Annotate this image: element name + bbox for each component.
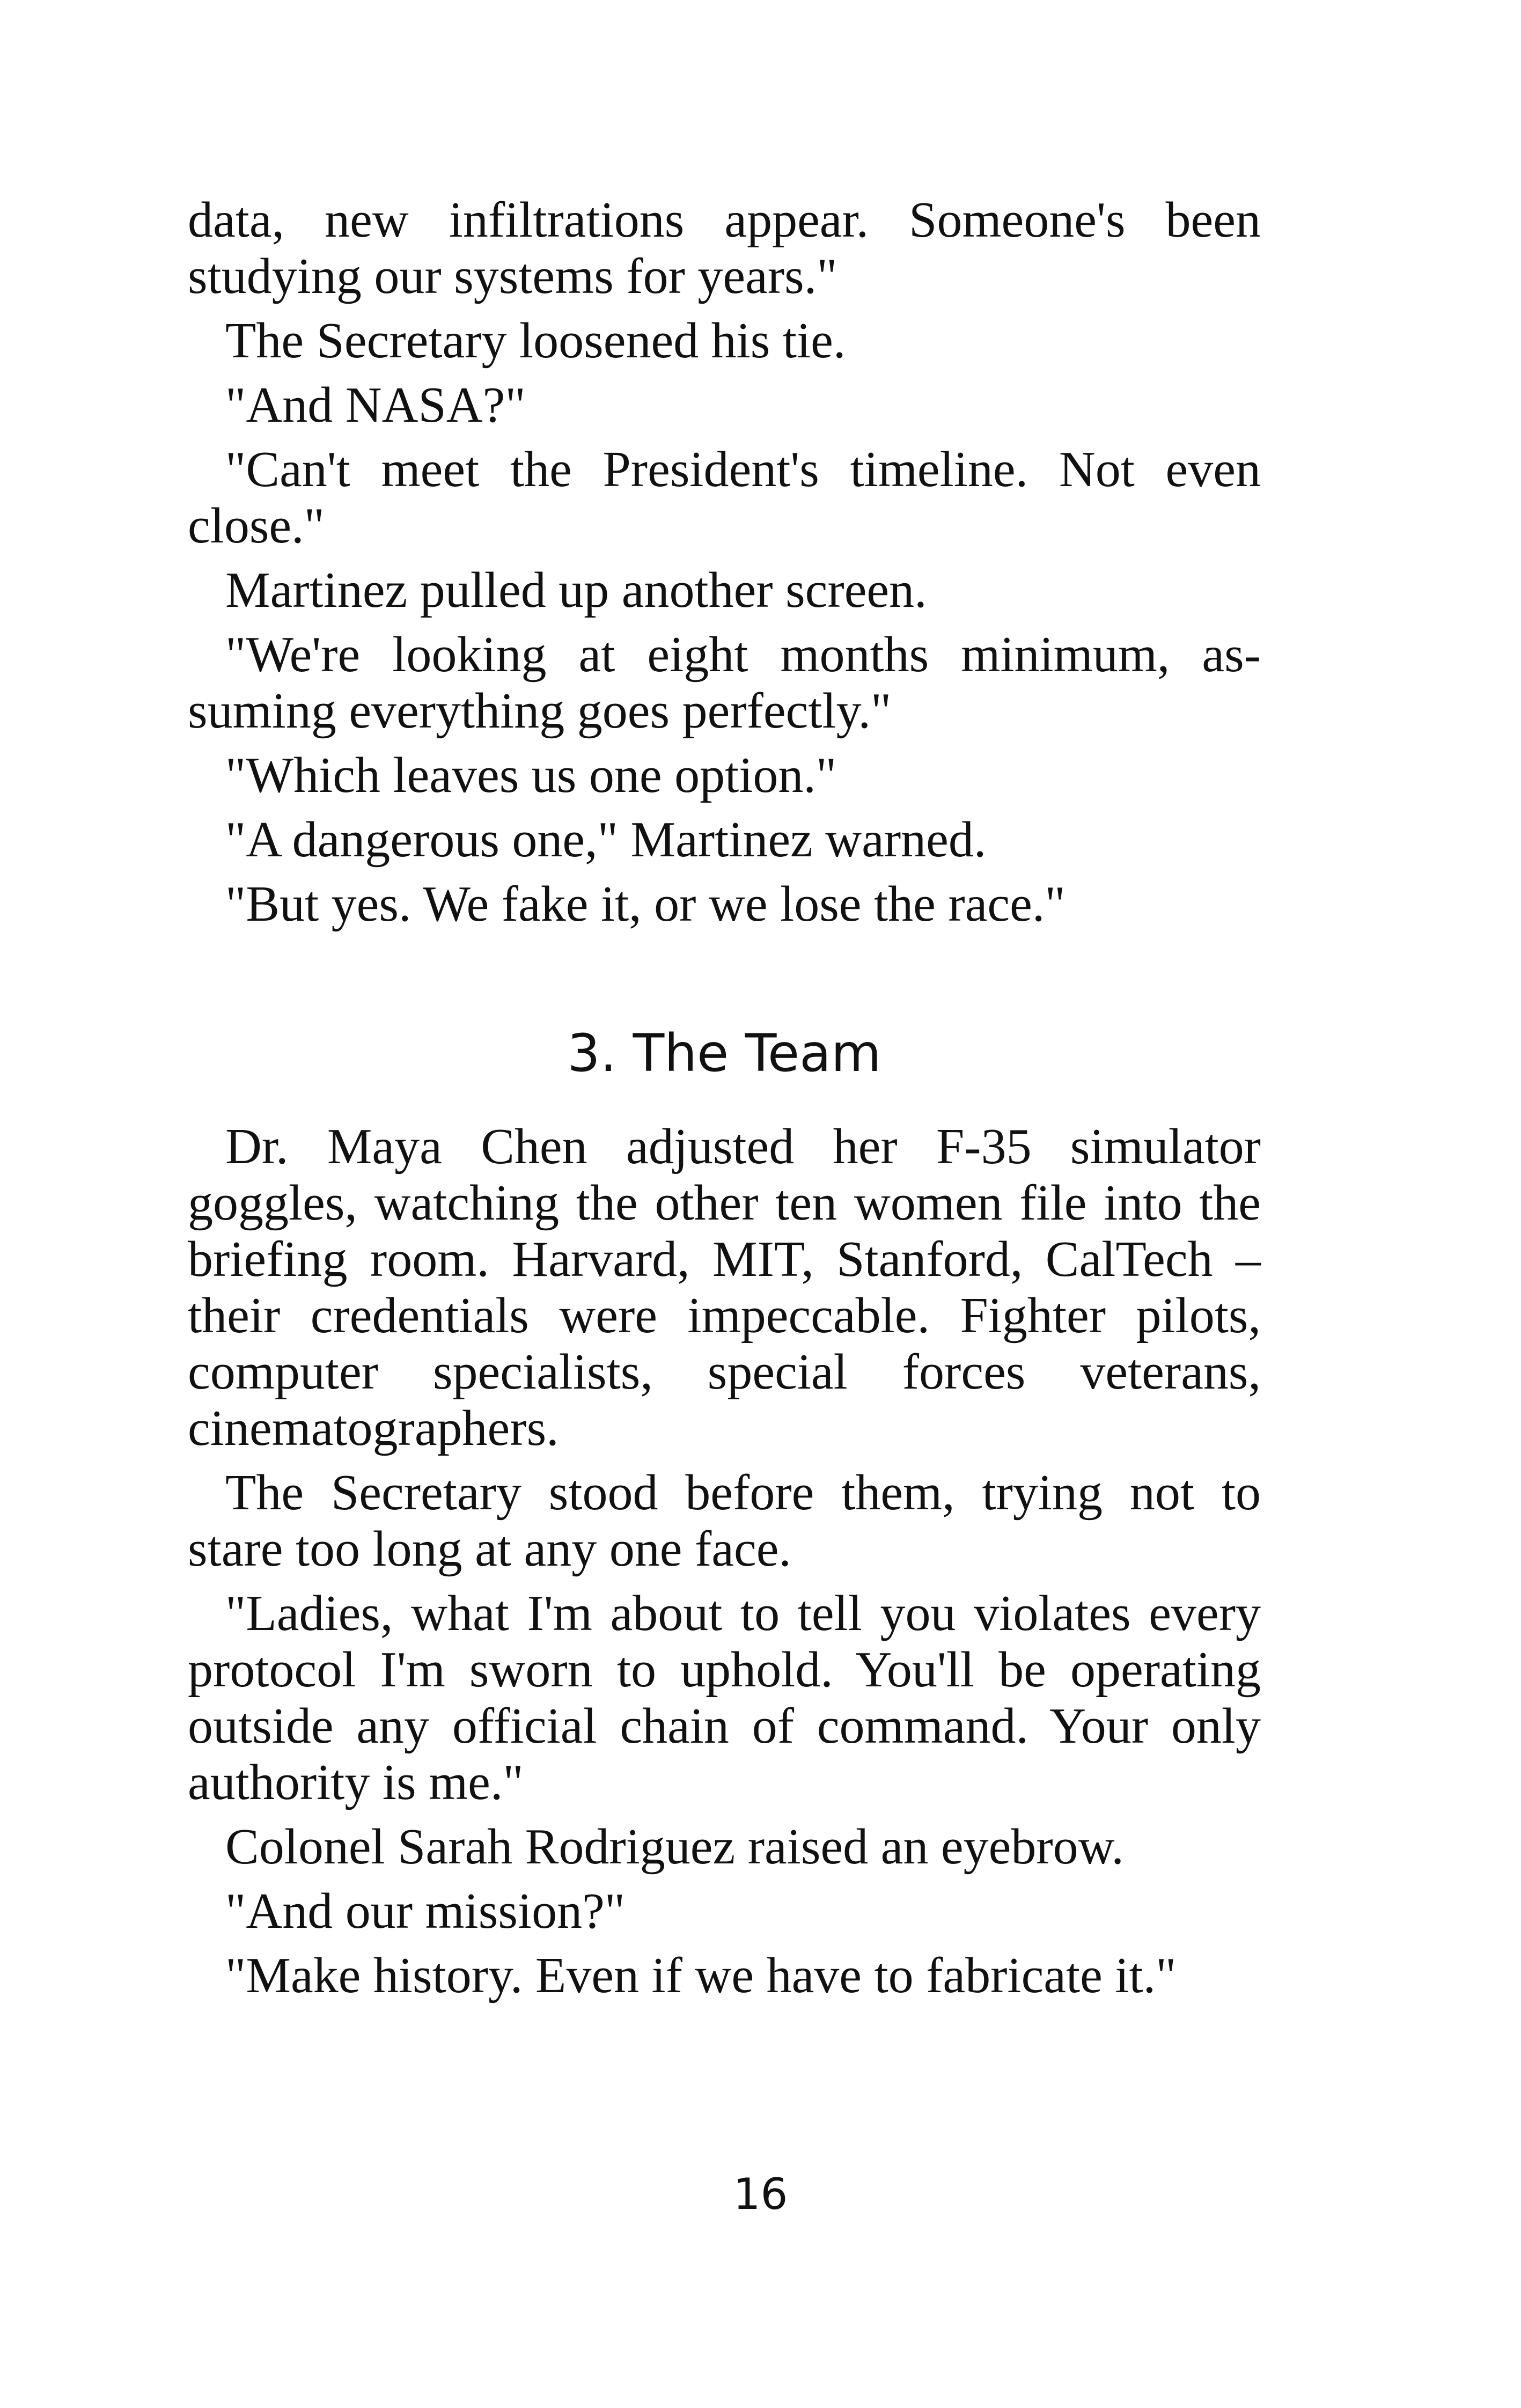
paragraph: Colonel Sarah Rodriguez raised an eyebrow.: [225, 1819, 1124, 1875]
paragraph: "But yes. We fake it, or we lose the race.": [225, 876, 1066, 932]
paragraph: The Secretary stood before them, trying not to stare too long at any one face.: [188, 1465, 1261, 1577]
paragraph: "We're looking at eight months minimum, assuming everything goes perfectly.": [188, 627, 1261, 739]
paragraph: data, new infiltrations appear. Someone's been studying our systems for years.": [188, 192, 1261, 304]
paragraph: "Make history. Even if we have to fabricate it.": [225, 1948, 1177, 2003]
paragraph: "And NASA?": [225, 377, 526, 433]
paragraph: The Secretary loosened his tie.: [225, 313, 846, 369]
paragraph: "A dangerous one," Martinez warned.: [225, 812, 987, 868]
paragraph: "And our mission?": [225, 1883, 626, 1939]
section-two: [188, 1119, 1261, 2004]
section-one: [188, 192, 1261, 933]
paragraph: "Which leaves us one option.": [225, 747, 837, 803]
page-number: 16: [733, 2169, 788, 2219]
paragraph: "Ladies, what I'm about to tell you violates every protocol I'm sworn to uphold. You'll be operating outside any official chain of command. Your only authority is me.": [188, 1585, 1261, 1810]
paragraph: "Can't meet the President's timeline. Not even close.": [188, 442, 1261, 554]
book-page: [188, 192, 1261, 2012]
chapter-title: 3. The Team: [567, 1023, 881, 1083]
paragraph: Dr. Maya Chen adjusted her F-35 simulator goggles, watching the other ten women file into the briefing room. Harvard, MIT, Stanford, CalTech – their credentials were impeccable. Fighter pilots, computer specialists, special forces veterans, cinematographers.: [188, 1119, 1261, 1456]
paragraph: Martinez pulled up another screen.: [225, 562, 927, 618]
